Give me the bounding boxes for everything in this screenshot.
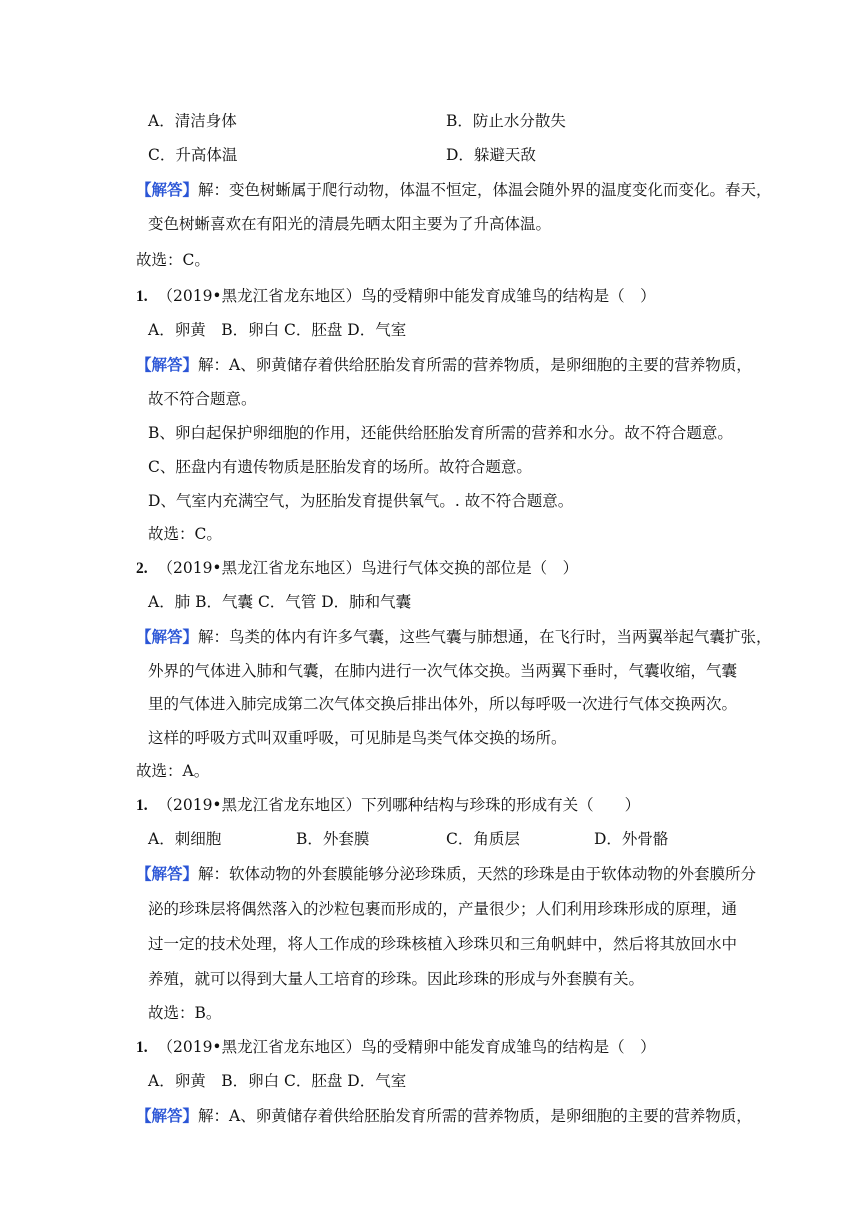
answer-text: 故不符合题意。 bbox=[148, 390, 257, 408]
question-stem bbox=[136, 795, 640, 816]
answer-paragraph bbox=[136, 864, 756, 884]
answer-text: 这样的呼吸方式叫双重呼吸，可见肺是鸟类气体交换的场所。 bbox=[148, 729, 567, 747]
option-a: A．清洁身体 bbox=[148, 112, 237, 130]
answer-tag: 【解答】 bbox=[136, 627, 199, 646]
question-number: 1. bbox=[136, 797, 148, 814]
answer-tag: 【解答】 bbox=[136, 180, 199, 199]
answer-text: 解：A、卵黄储存着供给胚胎发育所需的营养物质，是卵细胞的主要的营养物质， bbox=[198, 1107, 752, 1125]
answer-text: 解：鸟类的体内有许多气囊，这些气囊与肺想通，在飞行时，当两翼举起气囊扩张， bbox=[198, 628, 772, 646]
answer-text: 养殖，就可以得到大量人工培育的珍珠。因此珍珠的形成与外套膜有关。 bbox=[148, 970, 645, 988]
choice-result: 故选：A。 bbox=[136, 762, 210, 780]
answer-tag: 【解答】 bbox=[136, 355, 199, 374]
answer-text: 过一定的技术处理，将人工作成的珍珠核植入珍珠贝和三角帆蚌中，然后将其放回水中 bbox=[148, 935, 738, 953]
question-text: （2019•黑龙江省龙东地区）下列哪种结构与珍珠的形成有关（ ） bbox=[157, 796, 641, 814]
choice-result: 故选：C。 bbox=[148, 525, 222, 543]
answer-text: 解：A、卵黄储存着供给胚胎发育所需的营养物质，是卵细胞的主要的营养物质， bbox=[198, 356, 752, 374]
option-a: A．刺细胞 bbox=[148, 830, 222, 848]
question-stem bbox=[136, 286, 656, 307]
question-stem bbox=[136, 558, 578, 579]
answer-text: 解：变色树蜥属于爬行动物，体温不恒定，体温会随外界的温度变化而变化。春天， bbox=[198, 181, 772, 199]
answer-tag: 【解答】 bbox=[136, 864, 199, 883]
answer-paragraph bbox=[136, 355, 752, 375]
answer-text: 外界的气体进入肺和气囊，在肺内进行一次气体交换。当两翼下垂时，气囊收缩，气囊 bbox=[148, 662, 738, 680]
question-text: （2019•黑龙江省龙东地区）鸟进行气体交换的部位是（ ） bbox=[157, 559, 579, 577]
option-d: D．外骨骼 bbox=[594, 830, 669, 848]
question-text: （2019•黑龙江省龙东地区）鸟的受精卵中能发育成雏鸟的结构是（ ） bbox=[157, 1038, 656, 1056]
question-stem bbox=[136, 1037, 656, 1058]
question-number: 2. bbox=[136, 560, 148, 577]
answer-text: 变色树蜥喜欢在有阳光的清晨先晒太阳主要为了升高体温。 bbox=[148, 215, 552, 233]
answer-paragraph bbox=[136, 627, 772, 647]
answer-text: C、胚盘内有遗传物质是胚胎发育的场所。故符合题意。 bbox=[148, 458, 532, 476]
question-number: 1. bbox=[136, 1039, 148, 1056]
answer-tag: 【解答】 bbox=[136, 1106, 199, 1125]
options-line: A．肺 B．气囊 C．气管 D．肺和气囊 bbox=[148, 593, 412, 611]
answer-text: B、卵白起保护卵细胞的作用，还能供给胚胎发育所需的营养和水分。故不符合题意。 bbox=[148, 424, 733, 442]
question-text: （2019•黑龙江省龙东地区）鸟的受精卵中能发育成雏鸟的结构是（ ） bbox=[157, 287, 656, 305]
answer-text: D、气室内充满空气，为胚胎发育提供氧气。. 故不符合题意。 bbox=[148, 492, 574, 510]
question-number: 1. bbox=[136, 288, 148, 305]
choice-result: 故选：B。 bbox=[148, 1004, 222, 1022]
answer-text: 解：软体动物的外套膜能够分泌珍珠质，天然的珍珠是由于软体动物的外套膜所分 bbox=[198, 865, 757, 883]
options-line: A．卵黄 B．卵白 C．胚盘 D．气室 bbox=[148, 1072, 407, 1090]
answer-paragraph bbox=[136, 180, 772, 200]
answer-text: 泌的珍珠层将偶然落入的沙粒包裹而形成的，产量很少；人们利用珍珠形成的原理，通 bbox=[148, 900, 738, 918]
option-b: B．防止水分散失 bbox=[446, 112, 566, 130]
choice-result: 故选：C。 bbox=[136, 251, 210, 269]
answer-paragraph bbox=[136, 1106, 752, 1126]
option-d: D．躲避天敌 bbox=[446, 146, 536, 164]
option-c: C．升高体温 bbox=[148, 146, 238, 164]
answer-text: 里的气体进入肺完成第二次气体交换后排出体外，所以每呼吸一次进行气体交换两次。 bbox=[148, 695, 738, 713]
options-line: A．卵黄 B．卵白 C．胚盘 D．气室 bbox=[148, 321, 407, 339]
option-c: C．角质层 bbox=[446, 830, 520, 848]
option-b: B．外套膜 bbox=[296, 830, 370, 848]
